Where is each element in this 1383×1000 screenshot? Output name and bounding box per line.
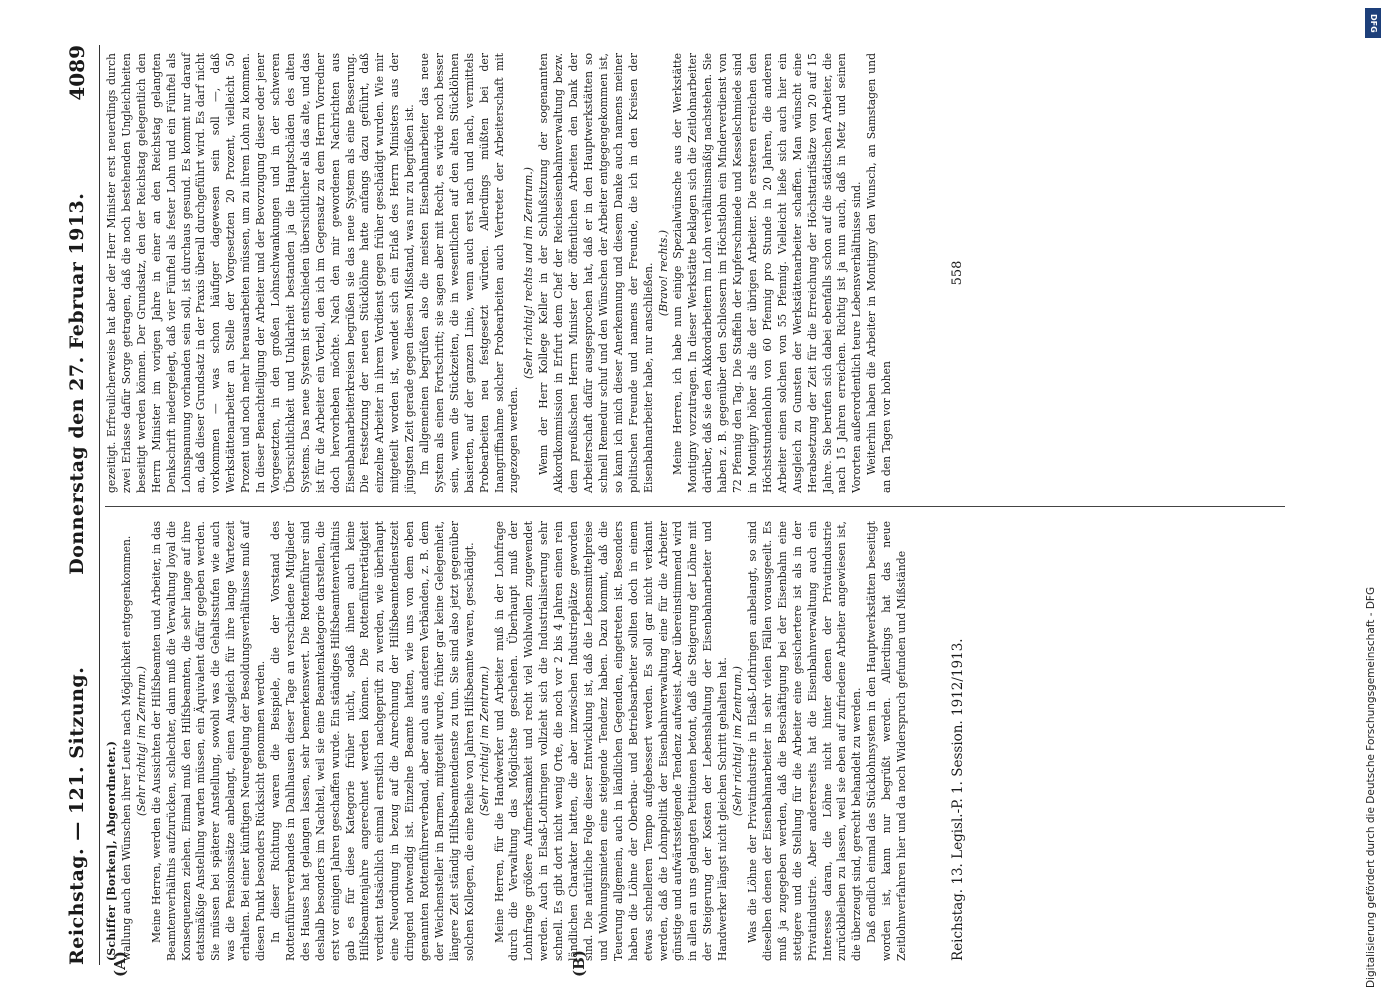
header-left: Reichstag. — 121. Sitzung. xyxy=(66,666,88,965)
digitization-credit-text: Digitalisierung gefördert durch die Deutsche Forschungsgemeinschaft - DFG xyxy=(1365,586,1377,988)
dfg-logo: DFG xyxy=(1365,8,1381,38)
left-column xyxy=(105,521,910,961)
margin-marker-b: (B) xyxy=(570,950,588,977)
interjection: (Bravo! rechts.) xyxy=(656,229,670,317)
rotated-page xyxy=(45,35,1325,975)
paragraph: Daß endlich einmal das Stücklohnsystem in den Hauptwerkstätten beseitigt worden ist, kann nur begrüßt werden. Allerdings hat das neue Zeitlohnverfahren hier und da noch Widerspruch gefunden und Mißstände xyxy=(865,521,909,961)
header-date: Donnerstag den 27. Februar 1913. xyxy=(66,192,88,575)
page-header xyxy=(55,45,100,965)
paragraph: Im allgemeinen begrüßen also die meisten Eisenbahnarbeiter das neue System als einen Fortschritt; sie sagen aber mit Recht, es würde noch besser sein, wenn die Stückzeiten, die in wesentlichen auf den alten Stücklöhnen basierten, auf der ganzen Linie, wenn auch erst nach und nach, vermittels Probearbeiten neu festgesetzt würden. Allerdings müßten bei der Inangriffnahme solcher Probearbeiten auch Vertreter der Arbeiterschaft mit zugezogen werden. xyxy=(418,53,521,493)
paragraph: Was die Löhne der Privatindustrie in Elsaß-Lothringen anbelangt, so sind dieselben denen der Eisenbahnarbeiter in sehr vielen Fällen vorausgeeilt. Es muß ja zugegeben werden, daß die Beschäftigung bei der Eisenbahn eine stetigere und die Stellung für die Arbeiter eine gesichertere ist als in der Privatindustrie. Aber andererseits hat die Eisenbahnverwaltung auch ein Interesse daran, die Löhne nicht hinter denen der Privatindustrie zurückbleiben zu lassen, weil sie eben auf zufriedene Arbeiter angewiesen ist, die überzeugt sind, gerecht behandelt zu werden. xyxy=(745,521,864,961)
interjection: (Sehr richtig! im Zentrum.) xyxy=(477,666,491,816)
interjection: (Sehr richtig! rechts und im Zentrum.) xyxy=(522,166,536,380)
margin-marker-a: (A) xyxy=(111,951,129,977)
interjection: (Sehr richtig! im Zentrum.) xyxy=(134,666,148,816)
paragraph: Meine Herren, werden die Aussichten der Hilfsbeamten und Arbeiter, in das Beamtenverhältnis aufzurücken, schlechter, dann muß die Verwaltung loyal die Konsequenzen ziehen. Einmal muß den Hilfsbeamten, die sehr lange auf ihre etatsmäßige Anstellung warten müssen, ein Äquivalent dafür gegeben werden. Sie müssen bei späterer Anstellung, sowohl was die Gehaltsstufen wie auch was die Pensionssätze anbelangt, einen Ausgleich für ihre lange Wartezeit erhalten. Bei einer künftigen Neuregelung der Besoldungsverhältnisse muß auf diesen Punkt besonders Rücksicht genommen werden. xyxy=(149,521,268,961)
column-divider xyxy=(105,506,1285,507)
paragraph: gezeitigt. Erfreulicherweise hat aber der Herr Minister erst neuerdings durch zwei Erlasse dafür Sorge getragen, daß die noch bestehenden Ungleichheiten beseitigt werden können. Der Grundsatz, den der Reichstag gelegentlich den Herrn Minister im vorigen Jahre in einer an den Reichstag gelangten Denkschrift niedergelegt, daß vier Fünftel als fester Lohn und ein Fünftel als Lohnspannung vorhanden sein soll, ist durchaus gesund. Es kommt nur darauf an, daß dieser Grundsatz in der Praxis überall durchgeführt wird. Es darf nicht vorkommen — was schon häufiger dagewesen sein soll —, daß Werkstättenarbeiter an Stelle der Vorgesetzten 20 Prozent, vielleicht 50 Prozent und noch mehr herausarbeiten müssen, um zu ihrem Lohn zu kommen. In dieser Benachteiligung der Arbeiter und der Bevorzugung dieser oder jener Vorgesetzten, in den großen Lohnschwankungen und in der schweren Übersichtlichkeit und Unklarheit bestanden ja die Hauptschäden des alten Systems. Das neue System ist entschieden übersichtlicher als das alte, und das ist für die Arbeiter ein Vorteil, den ich im Gegensatz zu dem Herrn Vorredner doch hervorheben möchte. Nach den mir gewordenen Nachrichten aus Eisenbahnarbeiterkreisen begrüßen sie das neue System als eine Besserung. Die Festsetzung der neuen Stücklöhne hatte anfangs dazu geführt, daß einzelne Arbeiter in ihrem Verdienst gegen früher geschädigt wurden. Wie mir mitgeteilt worden ist, wendet sich ein Erlaß des Herrn Ministers aus der jüngsten Zeit gerade gegen diesen Mißstand, was nur zu begrüßen ist. xyxy=(105,53,417,493)
paragraph: In dieser Richtung waren die Beispiele, die der Vorstand des Rottenführerverbandes in Dahlhausen dieser Tage an verschiedene Mitglieder des Hauses hat gelangen lassen, sehr bemerkenswert. Die Rottenführer sind deshalb besonders im Nachteil, weil sie eine Beamtenkategorie darstellen, die erst vor einigen Jahren geschaffen wurde. Ein ständiges Hilfsbeamtenverhältnis gab es für diese Kategorie früher nicht, sodaß ihnen auch keine Hilfsbeamtenjahre angerechnet werden können. Die Rottenführertätigkeit verdient tatsächlich einmal ernstlich nachgeprüft zu werden, wie überhaupt eine Neuordnung in bezug auf die Anrechnung der Hilfsbeamtendienstzeit dringend notwendig ist. Einzelne Beamte hatten, wie uns von dem eben genannten Rottenführerverband, aber auch aus anderen Verbänden, z. B. dem der Weichensteller in Barmen, mitgeteilt wurde, früher gar keine Gelegenheit, längere Zeit ständig Hilfsbeamtendienste zu tun. Sie sind also jetzt gegenüber solchen Kollegen, die eine Reihe von Jahren Hilfsbeamte waren, geschädigt. xyxy=(268,521,476,961)
paragraph: Meine Herren, für die Handwerker und Arbeiter muß in der Lohnfrage durch die Verwaltung das Möglichste geschehen. Überhaupt muß der Lohnfrage größere Aufmerksamkeit und recht viel Wohlwollen zugewendet werden. Auch in Elsaß-Lothringen vollzieht sich die Industrialisierung sehr schnell. Es gibt dort nicht wenig Orte, die noch vor 2 bis 4 Jahren einen rein ländlichen Charakter hatten, die aber inzwischen Industrieplätze geworden sind. Die natürliche Folge dieser Entwicklung ist, daß die Lebensmittelpreise und Wohnungsmieten eine steigende Tendenz haben. Dazu kommt, daß die Teuerung allgemein, auch in ländlichen Gegenden, eingetreten ist. Besonders haben die Löhne der Oberbau- und Betriebsarbeiter sollten doch in einem etwas schnelleren Tempo aufgebessert werden. Es soll gar nicht verkannt werden, daß die Lohnpolitik der Eisenbahnverwaltung eine für die Arbeiter günstige und aufwärtssteigende Tendenz aufweist. Aber übereinstimmend wird in allen an uns gelangten Petitionen betont, daß die Steigerung der Löhne mit der Steigerung der Kosten der Lebenshaltung der Eisenbahnarbeiter und Handwerker längst nicht gleichen Schritt gehalten hat. xyxy=(492,521,730,961)
paragraph: wallung auch den Wünschen ihrer Leute nach Möglichkeit entgegenkommen. xyxy=(119,535,133,961)
paragraph: Meine Herren, ich habe nun einige Spezialwünsche aus der Werkstätte Montigny vorzutragen. In dieser Werkstätte beklagen sich die Zeitlohnarbeiter darüber, daß sie den Akkordarbeitern im Lohn verhältnismäßig nachstehen. Sie haben z. B. gegenüber den Schlossern im Höchstlohn ein Minderverdienst von 72 Pfennig den Tag. Die Staffeln der Kupferschmiede und Kesselschmiede sind in Montigny höher als die der übrigen Arbeiter. Die ersteren erreichen den Höchststundenlohn von 60 Pfennig pro Stunde in 20 Jahren, die anderen Arbeiter einen solchen von 55 Pfennig. Vielleicht ließe sich auch hier ein Ausgleich zu Gunsten der Werkstättenarbeiter schaffen. Man wünscht eine Herabsetzung der Zeit für die Erreichung der Höchsttarifsätze von 20 auf 15 Jahre. Sie berufen sich dabei ebenfalls schon auf die städtischen Arbeiter, die nach 15 Jahren erreichen. Richtig ist ja nun auch, daß in Metz und seinen Vororten außerordentlich teure Lebensverhältnisse sind. xyxy=(671,53,864,493)
right-column xyxy=(105,53,895,493)
interjection: (Sehr richtig! im Zentrum.) xyxy=(731,666,745,816)
archive-page-number: 558 xyxy=(950,260,965,286)
speaker-line: (Schiffer [Borken], Abgeordneter.) xyxy=(105,740,118,961)
session-footer: Reichstag. 13. Legisl.-P. 1. Session. 1912/1913. xyxy=(950,638,966,961)
page-number: 4089 xyxy=(65,45,89,101)
paragraph: Wenn der Herr Kollege Keller in der Schlußsitzung der sogenannten Akkordkommission in Erfurt dem Chef der Reichseisenbahnverwaltung bezw. dem preußischen Herrn Minister der öffentlichen Arbeiten den Dank der Arbeiterschaft dafür ausgesprochen hat, daß er in den Hauptwerkstätten so schnell Remedur schuf und den Wünschen der Arbeiter entgegengekommen ist, so kann ich mich dieser Anerkennung und diesem Danke auch namens meiner politischen Freunde und namens der Freunde, die ich in den Kreisen der Eisenbahnarbeiter habe, nur anschließen. xyxy=(537,53,655,493)
paragraph: Weiterhin haben die Arbeiter in Montigny den Wunsch, an Samstagen und an den Tagen vor hohen xyxy=(865,53,894,493)
digitization-credit xyxy=(1363,10,1379,990)
